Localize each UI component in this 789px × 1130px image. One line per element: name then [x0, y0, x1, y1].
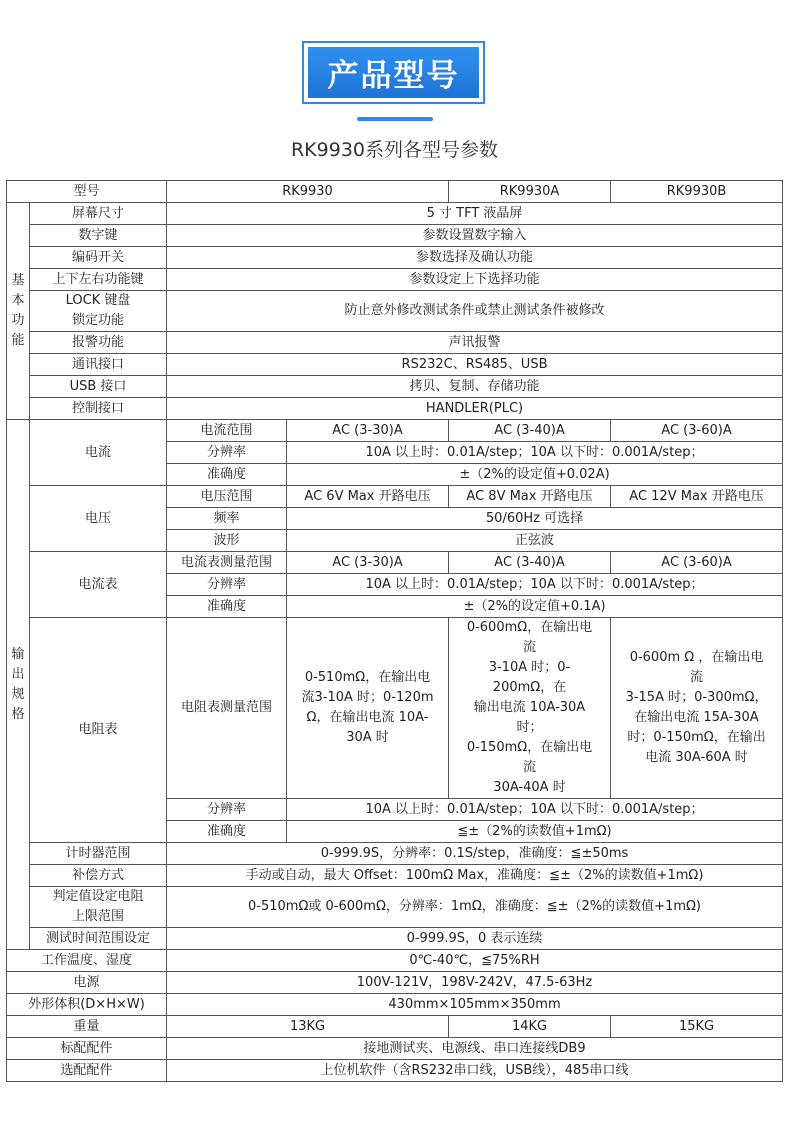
row-label: 重量: [7, 1016, 167, 1038]
row-value: 参数设置数字输入: [167, 225, 783, 247]
sub-label: 电流表测量范围: [167, 552, 287, 574]
model-rk9930: RK9930: [167, 181, 449, 203]
spec-table: [6, 180, 783, 1082]
row-label: 补偿方式: [30, 865, 167, 887]
model-rk9930a: RK9930A: [449, 181, 611, 203]
cell-m1: 0-510mΩ，在输出电 流3-10A 时；0-120m Ω，在输出电流 10A- 30A 时: [287, 618, 449, 799]
row-value: 0-999.9S，分辨率：0.1S/step，准确度：≦±50ms: [167, 843, 783, 865]
cell-value: 10A 以上时：0.01A/step；10A 以下时：0.001A/step；: [287, 442, 783, 464]
row-label: 屏幕尺寸: [30, 203, 167, 225]
row-label: 控制接口: [30, 398, 167, 420]
sub-label: 波形: [167, 530, 287, 552]
weight-m3: 15KG: [611, 1016, 783, 1038]
current-label: 电流: [30, 420, 167, 486]
cell-m3: AC (3-60)A: [611, 420, 783, 442]
row-value: 拷贝、复制、存储功能: [167, 376, 783, 398]
cell-m3: AC (3-60)A: [611, 552, 783, 574]
table-row: [7, 1016, 783, 1038]
banner-title: 产品型号: [308, 47, 479, 98]
row-value: HANDLER(PLC): [167, 398, 783, 420]
table-row: [7, 486, 783, 508]
table-row: [7, 420, 783, 442]
row-value: 参数设定上下选择功能: [167, 269, 783, 291]
row-label: 测试时间范围设定: [30, 928, 167, 950]
cell-m1: AC 6V Max 开路电压: [287, 486, 449, 508]
sub-label: 分辨率: [167, 799, 287, 821]
row-value: 5 寸 TFT 液晶屏: [167, 203, 783, 225]
row-value: 0℃-40℃，≦75%RH: [167, 950, 783, 972]
row-label: 计时器范围: [30, 843, 167, 865]
title-banner: [302, 41, 485, 104]
title-underline: [357, 117, 433, 121]
row-value: 430mm×105mm×350mm: [167, 994, 783, 1016]
row-value: 接地测试夹、电源线、串口连接线DB9: [167, 1038, 783, 1060]
cell-m2: AC 8V Max 开路电压: [449, 486, 611, 508]
table-row: [7, 1060, 783, 1082]
basic-function-group: 基 本 功 能: [7, 203, 30, 420]
sub-label: 准确度: [167, 821, 287, 843]
row-label: 编码开关: [30, 247, 167, 269]
row-value: 防止意外修改测试条件或禁止测试条件被修改: [167, 291, 783, 332]
row-value: 100V-121V，198V-242V，47.5-63Hz: [167, 972, 783, 994]
ammeter-label: 电流表: [30, 552, 167, 618]
table-row: [7, 972, 783, 994]
table-row: [7, 247, 783, 269]
cell-value: 正弦波: [287, 530, 783, 552]
row-label: 上下左右功能键: [30, 269, 167, 291]
table-row: [7, 552, 783, 574]
row-label: 判定值设定电阻 上限范围: [30, 887, 167, 928]
cell-m1: AC (3-30)A: [287, 552, 449, 574]
table-row: [7, 269, 783, 291]
row-label: 标配配件: [7, 1038, 167, 1060]
table-row: [7, 225, 783, 247]
sub-label: 分辨率: [167, 442, 287, 464]
row-value: 参数选择及确认功能: [167, 247, 783, 269]
cell-m2: AC (3-40)A: [449, 420, 611, 442]
row-label: 报警功能: [30, 332, 167, 354]
row-label: LOCK 键盘 锁定功能: [30, 291, 167, 332]
model-label: 型号: [7, 181, 167, 203]
page-subtitle: RK9930系列各型号参数: [290, 139, 498, 161]
table-row: [7, 950, 783, 972]
cell-value: ±（2%的设定值+0.1A): [287, 596, 783, 618]
table-row: [7, 332, 783, 354]
cell-m3: AC 12V Max 开路电压: [611, 486, 783, 508]
cell-m2: AC (3-40)A: [449, 552, 611, 574]
cell-m2: 0-600mΩ，在输出电 流 3-10A 时；0- 200mΩ，在 输出电流 10A-30A 时； 0-150mΩ，在输出电 流 30A-40A 时: [449, 618, 611, 799]
table-row: [7, 928, 783, 950]
sub-label: 电压范围: [167, 486, 287, 508]
table-row-model: [7, 181, 783, 203]
cell-value: 50/60Hz 可选择: [287, 508, 783, 530]
row-label: 电源: [7, 972, 167, 994]
row-label: 外形体积(D×H×W): [7, 994, 167, 1016]
cell-m1: AC (3-30)A: [287, 420, 449, 442]
ohmmeter-label: 电阻表: [30, 618, 167, 843]
sub-label: 准确度: [167, 464, 287, 486]
table-row: [7, 865, 783, 887]
output-spec-group: 输 出 规 格: [7, 420, 30, 950]
cell-value: 10A 以上时：0.01A/step；10A 以下时：0.001A/step；: [287, 799, 783, 821]
sub-label: 电阻表测量范围: [167, 618, 287, 799]
model-rk9930b: RK9930B: [611, 181, 783, 203]
cell-value: ±（2%的设定值+0.02A): [287, 464, 783, 486]
cell-value: 10A 以上时：0.01A/step；10A 以下时：0.001A/step；: [287, 574, 783, 596]
row-label: 工作温度、湿度: [7, 950, 167, 972]
row-value: 声讯报警: [167, 332, 783, 354]
row-value: 0-510mΩ或 0-600mΩ，分辨率：1mΩ，准确度：≦±（2%的读数值+1mΩ): [167, 887, 783, 928]
row-label: USB 接口: [30, 376, 167, 398]
sub-label: 电流范围: [167, 420, 287, 442]
cell-value: ≦±（2%的读数值+1mΩ): [287, 821, 783, 843]
row-label: 通讯接口: [30, 354, 167, 376]
weight-m2: 14KG: [449, 1016, 611, 1038]
table-row: [7, 376, 783, 398]
sub-label: 频率: [167, 508, 287, 530]
voltage-label: 电压: [30, 486, 167, 552]
table-row: [7, 354, 783, 376]
table-row: [7, 994, 783, 1016]
table-row: [7, 398, 783, 420]
row-label: 数字键: [30, 225, 167, 247]
table-row: [7, 203, 783, 225]
sub-label: 准确度: [167, 596, 287, 618]
row-value: 上位机软件（含RS232串口线，USB线），485串口线: [167, 1060, 783, 1082]
sub-label: 分辨率: [167, 574, 287, 596]
row-value: RS232C、RS485、USB: [167, 354, 783, 376]
weight-m1: 13KG: [167, 1016, 449, 1038]
row-value: 手动或自动，最大 Offset：100mΩ Max，准确度：≦±（2%的读数值+1mΩ): [167, 865, 783, 887]
row-value: 0-999.9S，0 表示连续: [167, 928, 783, 950]
table-row: [7, 1038, 783, 1060]
cell-m3: 0-600m Ω ，在输出电 流 3-15A 时；0-300mΩ， 在输出电流 15A-30A 时；0-150mΩ，在输出 电流 30A-60A 时: [611, 618, 783, 799]
table-row: [7, 843, 783, 865]
row-label: 选配配件: [7, 1060, 167, 1082]
